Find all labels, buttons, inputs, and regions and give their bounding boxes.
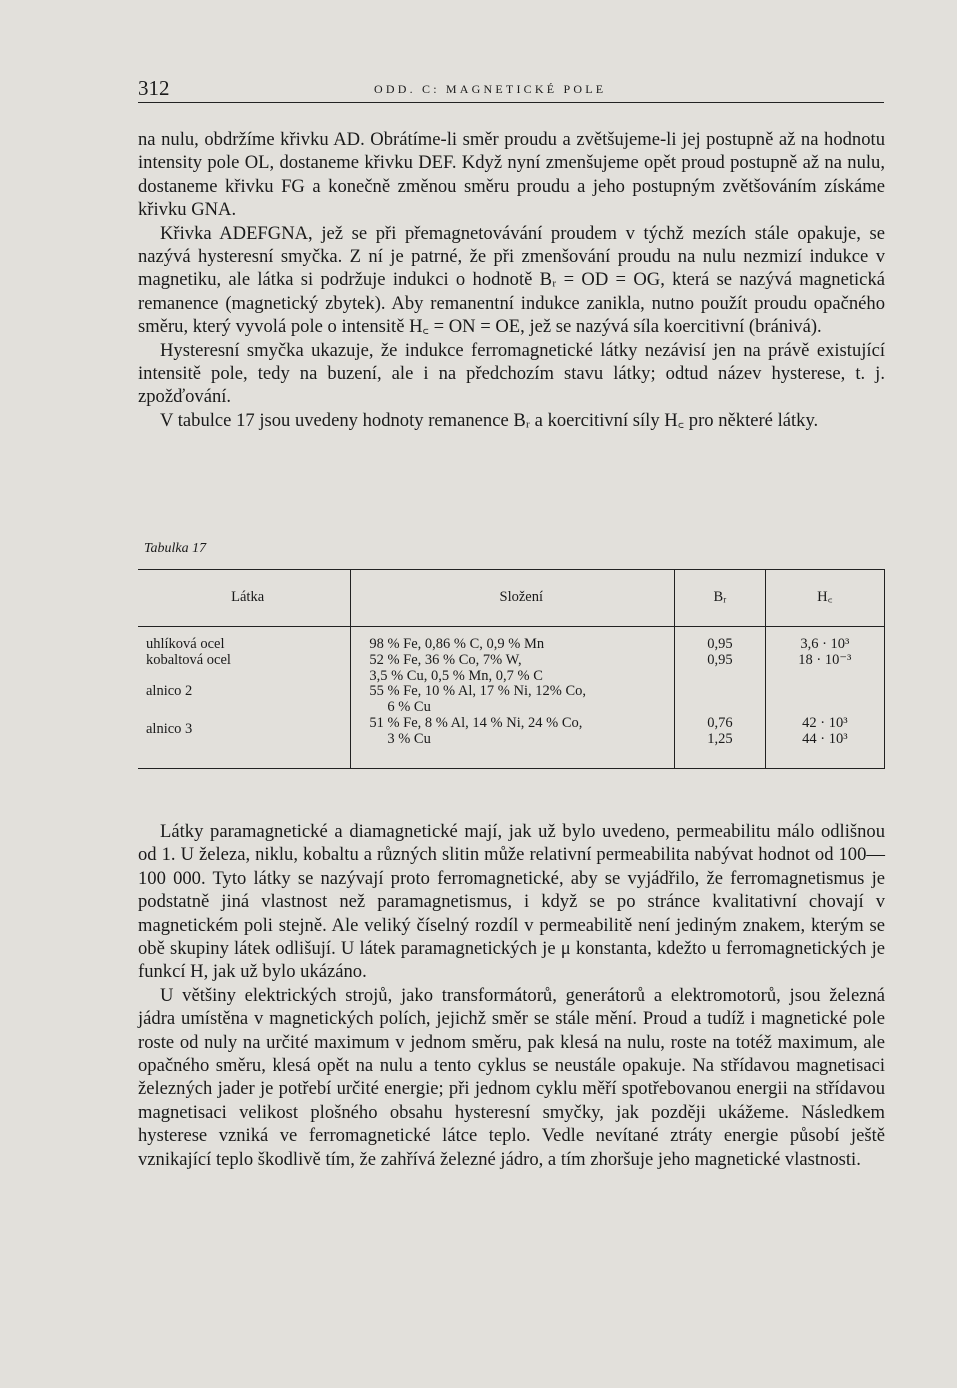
paragraph-2: Křivka ADEFGNA, jež se při přemagnetovávání proudem v týchž mezích stále opakuje, se nazývá hysteresní smyčka. Z ní je patrné, že při zmenšování proudu na nulu nezmizí indukce v magnetiku, ale látka si podržuje indukci o hodnotě Bᵣ = OD = OG, která se nazývá magnetická remanence (magnetický zbytek). Aby remanentní indukce zanikla, nutno použít proudu opačného směru, který vyvolá pole o intensitě H꜀ = ON = OE, jež se nazývá síla koercitivní (bránivá). [138, 222, 885, 338]
header-composition: Složení [351, 570, 675, 627]
table-cell-composition: 98 % Fe, 0,86 % C, 0,9 % Mn [369, 636, 545, 652]
table-caption: Tabulka 17 [144, 541, 207, 556]
table-cell-name: uhlíková ocel [146, 636, 225, 652]
table-17 [138, 569, 885, 769]
table-cell-br: 1,25 [707, 730, 733, 747]
table-cell-name: alnico 2 [146, 682, 193, 699]
body-text-top [138, 128, 885, 432]
table-cell-composition: 55 % Fe, 10 % Al, 17 % Ni, 12% Co, [369, 683, 586, 700]
body-text-bottom [138, 820, 885, 1171]
table-cell-hc: 18 · 10⁻³ [798, 651, 852, 668]
table-header-row [138, 570, 885, 627]
page-header [138, 76, 884, 103]
paragraph-3: Hysteresní smyčka ukazuje, že indukce ferromagnetické látky nezávisí jen na právě existující intensitě pole, tedy na buzení, ale i na předchozím stavu látky; odtud název hysterese, t. j. zpožďování. [138, 339, 885, 408]
paragraph-1: na nulu, obdržíme křivku AD. Obrátíme-li směr proudu a zvětšujeme-li jej postupně až na hodnotu intensity pole OL, dostaneme křivku DEF. Když nyní zmenšujeme opět proud postupně až na nulu, dostaneme křivku FG a konečně změnou směru proudu a jeho postupným zvětšováním získáme křivku GNA. [138, 129, 885, 221]
table-cell-hc: 3,6 · 10³ [800, 636, 850, 652]
column-substance [138, 627, 351, 769]
header-substance: Látka [138, 570, 351, 627]
table-cell-br: 0,95 [707, 651, 733, 668]
table-cell-composition: 51 % Fe, 8 % Al, 14 % Ni, 24 % Co, [369, 714, 583, 731]
table-cell-composition: 52 % Fe, 36 % Co, 7% W, [369, 651, 522, 668]
table-cell-name: kobaltová ocel [146, 651, 231, 668]
table-cell-hc: 42 · 10³ [802, 714, 848, 731]
header-br: Bᵣ [675, 570, 765, 627]
table-cell-br: 0,76 [707, 714, 733, 731]
running-head: ODD. C: MAGNETICKÉ POLE [374, 82, 607, 96]
table-cell-composition: 6 % Cu [387, 699, 431, 716]
paragraph-6: U většiny elektrických strojů, jako transformátorů, generátorů a elektromotorů, jsou železná jádra umístěna v magnetických polích, jejichž směr se stále mění. Proud a tudíž i magnetické pole roste od nuly na určité maximum v jednom směru, pak klesá na nulu, roste na totéž maximum, ale opačného směru, klesá opět na nulu a tento cyklus se neustále opakuje. Na střídavou magnetisaci železných jader je potřebí určité energie; při jednom cyklu měří spotřebovanou energii na střídavou magnetisaci velikost plošného obsahu hysteresní smyčky, jak později ukážeme. Následkem hysterese vzniká ve ferromagnetické látce teplo. Vedle nevítané ztráty energie působí ještě vznikající teplo škodlivě tím, že zahřívá železné jádro, a tím zhoršuje jeho magnetické vlastnosti. [138, 984, 885, 1170]
table-cell-br: 0,95 [707, 636, 733, 652]
column-hc [765, 627, 884, 769]
table-body-row [138, 627, 885, 769]
column-br [675, 627, 765, 769]
column-composition [351, 627, 675, 769]
paragraph-4: V tabulce 17 jsou uvedeny hodnoty remanence Bᵣ a koercitivní síly H꜀ pro některé látky. [160, 409, 819, 431]
header-hc: H꜀ [765, 570, 884, 627]
page-number: 312 [138, 76, 170, 100]
paragraph-5: Látky paramagnetické a diamagnetické mají, jak už bylo uvedeno, permeabilitu málo odlišnou od 1. U železa, niklu, kobaltu a různých slitin může relativní permeabilita nabývat hodnot od 100—100 000. Tyto látky se nazývají proto ferromagnetické, aby se vyjádřilo, že ferromagnetismus je podstatně jiná vlastnost než paramagnetismus, i když se po stránce kvalitativní chovají v magnetickém poli stejně. Ale veliký číselný rozdíl v permeabilitě není jediným znakem, kterým se obě skupiny látek odlišují. U látek paramagnetických je μ konstanta, kdežto u ferromagnetických je funkcí H, jak už bylo ukázáno. [138, 821, 885, 983]
table-cell-name: alnico 3 [146, 720, 193, 737]
table-cell-composition: 3,5 % Cu, 0,5 % Mn, 0,7 % C [369, 667, 543, 684]
table-cell-composition: 3 % Cu [387, 730, 431, 747]
table-cell-hc: 44 · 10³ [802, 730, 848, 747]
